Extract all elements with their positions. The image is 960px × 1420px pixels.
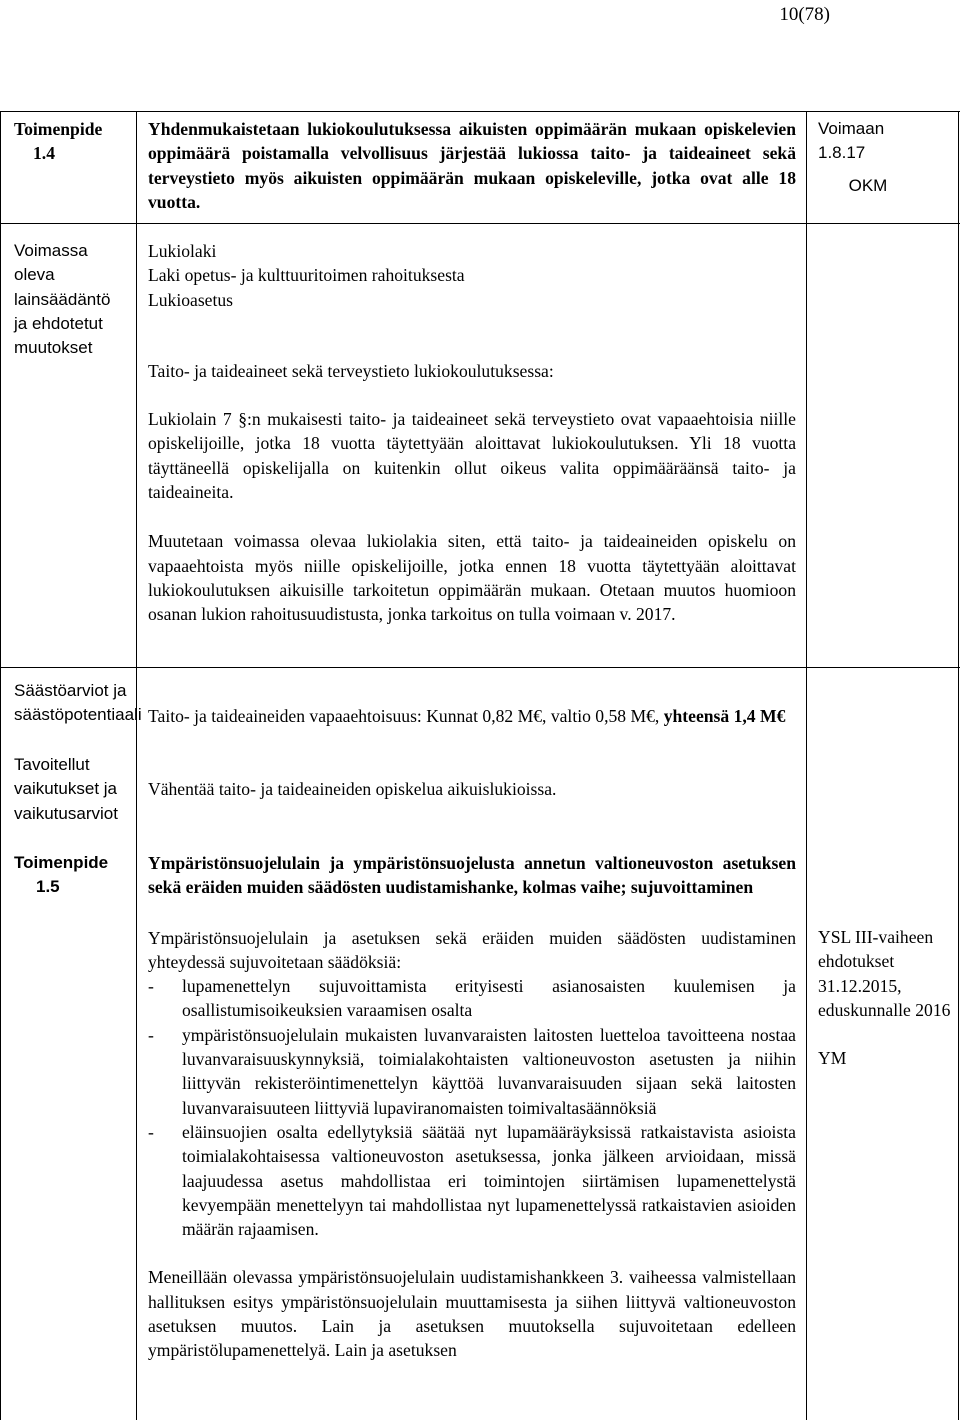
schedule-cell — [818, 117, 953, 198]
measure-label-word: Toimenpide — [14, 119, 103, 139]
legislation-label: Voimassa oleva lainsäädäntö ja ehdotetut muutokset — [14, 241, 111, 358]
column-divider-1 — [136, 111, 137, 1420]
legislation-content — [148, 239, 796, 627]
table-border-left — [0, 111, 1, 1420]
schedule-cell — [818, 925, 953, 1070]
law-name: Lukiolaki — [148, 241, 217, 261]
ministry-label: OKM — [848, 175, 888, 195]
dash-marker: - — [148, 1121, 154, 1142]
schedule-date: 1.8.17 — [818, 143, 866, 163]
bullet-item — [148, 974, 796, 1023]
measure-number: 1.5 — [36, 877, 60, 897]
bullet-item — [148, 1023, 796, 1120]
measure-closing: Meneillään olevassa ympäristönsuojelulain uudistamishankkeen 3. vaiheessa valmistellaan hallituksen esitys ympäristönsuojelulain muuttamisesta ja siihen liittyvä valtioneuvoston asetuksen muutos. Lain ja asetuksen muutoksella sujuvoitetaan edelleen ympäristölupamenettelyä. Lain ja asetuksen — [148, 1267, 796, 1361]
page-number: 10(78) — [779, 4, 830, 25]
savings-text — [148, 704, 796, 728]
measure-label — [14, 851, 136, 900]
measure-intro: Ympäristönsuojelulain ja asetuksen sekä eräiden muiden säädösten uudistaminen yhteydessä sujuvoitetaan säädöksiä: — [148, 927, 796, 972]
bullet-text: lupamenettelyn sujuvoittamista erityisesti asianosaisten kuulemisen ja osallistumisoikeuksien varaamisen osalta — [182, 976, 796, 1021]
proposal-paragraph: Muutetaan voimassa olevaa lukiolakia siten, että taito- ja taideaineiden opiskelu on vapaaehtoista myös niille opiskelijoille, jotka ennen 18 vuotta täytettyään aloittavat lukiokoulutuksen aikuisille tarkoitetun oppimäärän mukaan. Otetaan muutos huomioon osanan lukion rahoitusuudistusta, jonka tarkoitus on tulla voimaan v. 2017. — [148, 531, 796, 625]
legislation-subheading: Taito- ja taideaineet sekä terveystieto lukiokoulutuksessa: — [148, 360, 554, 381]
column-divider-2 — [806, 111, 807, 1420]
table-border-top — [0, 111, 960, 112]
law-name: Lukioasetus — [148, 289, 234, 310]
bullet-text: eläinsuojien osalta edellytyksiä säätää nyt lupamääräyksissä ratkaistavista asioista toimialakohtaisessa valtioneuvoston asetuksessa, jonka jälkeen arvioidaan, missä laajuudessa asetus mahdollistaa eri toimintojen siirtämisen lupamenettelystä kevyempään menettelyyn tai mahdollistaa nyt lupamenettelyssä ratkaistavien asioiden määrän rajaamisen. — [182, 1121, 796, 1240]
legislation-paragraph: Lukiolain 7 §:n mukaisesti taito- ja taideaineet sekä terveystieto ovat vapaaehtoisia niille opiskelijoille, jotka 18 vuotta täytettyään aloittavat lukiokoulutuksen. Yli 18 vuotta täyttäneellä opiskelijalla on kuitenkin ollut oikeus valita oppimääräänsä taito- ja taideaineita. — [148, 409, 796, 503]
measure-number: 1.4 — [33, 143, 55, 164]
measure-label-word: Toimenpide — [14, 853, 109, 872]
impacts-text: Vähentää taito- ja taideaineiden opiskelua aikuislukioissa. — [148, 779, 557, 799]
ministry-label: YM — [818, 1048, 847, 1069]
measure-label — [14, 117, 136, 166]
row-divider — [0, 223, 960, 224]
savings-detail: Taito- ja taideaineiden vapaaehtoisuus: Kunnat 0,82 M€, valtio 0,58 M€, — [148, 706, 664, 726]
dash-marker: - — [148, 976, 154, 997]
measure-content — [148, 851, 796, 1363]
bullet-text: ympäristönsuojelulain mukaisten luvanvaraisten laitosten luetteloa tavoitteena nostaa luvanvaraisuuskynnyksiä, toimialakohtaisten valtioneuvoston asetusten ja niihin liittyvän rekisteröintimenettelyn käyttöä luvanvaraisuuden sijaan sekä laitosten luvanvaraisuuteen liittyviä lupaviranomaisten toimivaltasäännöksiä — [182, 1024, 796, 1118]
dash-marker: - — [148, 1024, 154, 1045]
measure-title: Ympäristönsuojelulain ja ympäristönsuojelusta annetun valtioneuvoston asetuksen sekä eräiden muiden säädösten uudistamishanke, kolmas vaihe; sujuvoittaminen — [148, 853, 796, 898]
savings-label: Säästöarviot ja säästöpotentiaali — [14, 681, 142, 725]
schedule-text: YSL III-vaiheen ehdotukset 31.12.2015, eduskunnalle 2016 — [818, 927, 951, 1020]
impacts-label: Tavoitellut vaikutukset ja vaikutusarviot — [14, 755, 118, 823]
savings-total: yhteensä 1,4 M€ — [663, 706, 786, 726]
row-divider — [0, 667, 960, 668]
law-name: Laki opetus- ja kulttuuritoimen rahoituksesta — [148, 265, 465, 286]
schedule-label: Voimaan — [818, 119, 885, 138]
table-border-right — [958, 111, 959, 1420]
bullet-item — [148, 1120, 796, 1241]
measure-title: Yhdenmukaistetaan lukiokoulutuksessa aikuisten oppimäärän mukaan opiskelevien oppimäärä poistamalla velvollisuus järjestää lukiossa taito- ja taideaineet sekä terveystieto myös aikuisten oppimäärän mukaan opiskeleville, jotka ovat alle 18 vuotta. — [148, 119, 796, 212]
